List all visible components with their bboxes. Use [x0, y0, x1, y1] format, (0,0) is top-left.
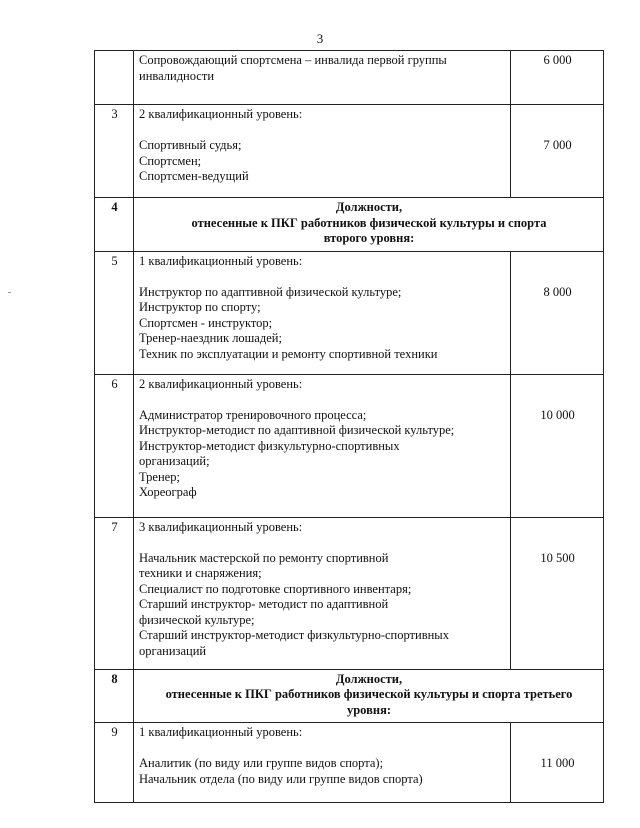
position-line: Начальник мастерской по ремонту спортивной	[139, 550, 389, 565]
qualification-level: 1 квалификационный уровень:	[139, 725, 303, 739]
position-line: Администратор тренировочного процесса;	[139, 407, 367, 422]
position-cell	[134, 51, 511, 105]
table-row	[95, 198, 604, 252]
table-row	[95, 105, 604, 198]
group-heading	[134, 669, 604, 723]
position-line: Спортивный судья;	[139, 138, 242, 152]
position-line: Спортсмен - инструктор;	[139, 315, 273, 330]
heading-line: Должности,	[335, 671, 403, 686]
qualification-level: 3 квалификационный уровень:	[139, 519, 303, 534]
amount-value: 11 000	[540, 756, 575, 770]
position-cell	[134, 251, 511, 374]
amount-value: 10 000	[540, 407, 575, 422]
amount-cell	[511, 517, 604, 669]
table-row	[95, 517, 604, 669]
position-line: Начальник отдела (по виду или группе видов спорта)	[139, 771, 423, 786]
salary-table	[94, 50, 604, 803]
scan-mark	[8, 292, 11, 293]
row-number: 6	[95, 374, 134, 517]
position-cell	[134, 105, 511, 198]
qualification-level: 2 квалификационный уровень:	[139, 376, 303, 391]
position-line: Спортсмен;	[139, 153, 202, 168]
qualification-level: 1 квалификационный уровень:	[139, 253, 303, 268]
qualification-level: 2 квалификационный уровень:	[139, 107, 303, 121]
position-line: Сопровождающий спортсмена – инвалида первой группы	[139, 53, 447, 67]
position-line: Инструктор-методист физкультурно-спортивных	[139, 438, 400, 453]
amount-cell	[511, 105, 604, 198]
row-number	[95, 51, 134, 105]
position-line: Инструктор по адаптивной физической культуре;	[139, 284, 402, 299]
position-line: физической культуре;	[139, 612, 255, 627]
heading-line: отнесенные к ПКГ работников физической культуры и спорта	[191, 215, 547, 230]
amount-value: 10 500	[540, 550, 575, 565]
position-line: Старший инструктор-методист физкультурно-спортивных	[139, 628, 449, 642]
position-line: Спортсмен-ведущий	[139, 169, 249, 183]
table-row	[95, 723, 604, 803]
position-line: Инструктор-методист по адаптивной физической культуре;	[139, 423, 455, 437]
page-number: 3	[316, 31, 324, 46]
heading-line: Должности,	[335, 200, 403, 214]
position-line: Специалист по подготовке спортивного инвентаря;	[139, 581, 412, 596]
amount-value: 8 000	[543, 284, 572, 299]
position-line: организаций;	[139, 454, 210, 468]
position-line: Инструктор по спорту;	[139, 300, 261, 314]
position-line: Тренер;	[139, 469, 180, 484]
position-line: Тренер-наездник лошадей;	[139, 331, 282, 345]
row-number: 8	[95, 669, 134, 723]
heading-line: уровня:	[346, 702, 392, 717]
position-line: организаций	[139, 643, 207, 658]
row-number: 9	[95, 723, 134, 803]
table-row	[95, 51, 604, 105]
position-cell	[134, 723, 511, 803]
amount-cell: 6 000	[511, 51, 604, 105]
position-cell	[134, 374, 511, 517]
heading-line: отнесенные к ПКГ работников физической культуры и спорта третьего	[165, 687, 573, 701]
table-row	[95, 669, 604, 723]
amount-cell	[511, 251, 604, 374]
amount-cell	[511, 374, 604, 517]
position-cell	[134, 517, 511, 669]
row-number: 3	[95, 105, 134, 198]
amount-cell	[511, 723, 604, 803]
amount-value: 7 000	[543, 138, 572, 152]
position-line: техники и снаряжения;	[139, 566, 262, 580]
position-line: Хореограф	[139, 485, 197, 499]
table-row	[95, 374, 604, 517]
row-number: 7	[95, 517, 134, 669]
position-line: Старший инструктор- методист по адаптивной	[139, 597, 389, 611]
position-line: Техник по эксплуатации и ремонту спортивной техники	[139, 346, 438, 361]
table-row	[95, 251, 604, 374]
row-number: 4	[95, 198, 134, 252]
position-line: Аналитик (по виду или группе видов спорта);	[139, 756, 384, 770]
heading-line: второго уровня:	[323, 231, 415, 245]
group-heading	[134, 198, 604, 252]
position-line: инвалидности	[139, 68, 215, 83]
row-number: 5	[95, 251, 134, 374]
